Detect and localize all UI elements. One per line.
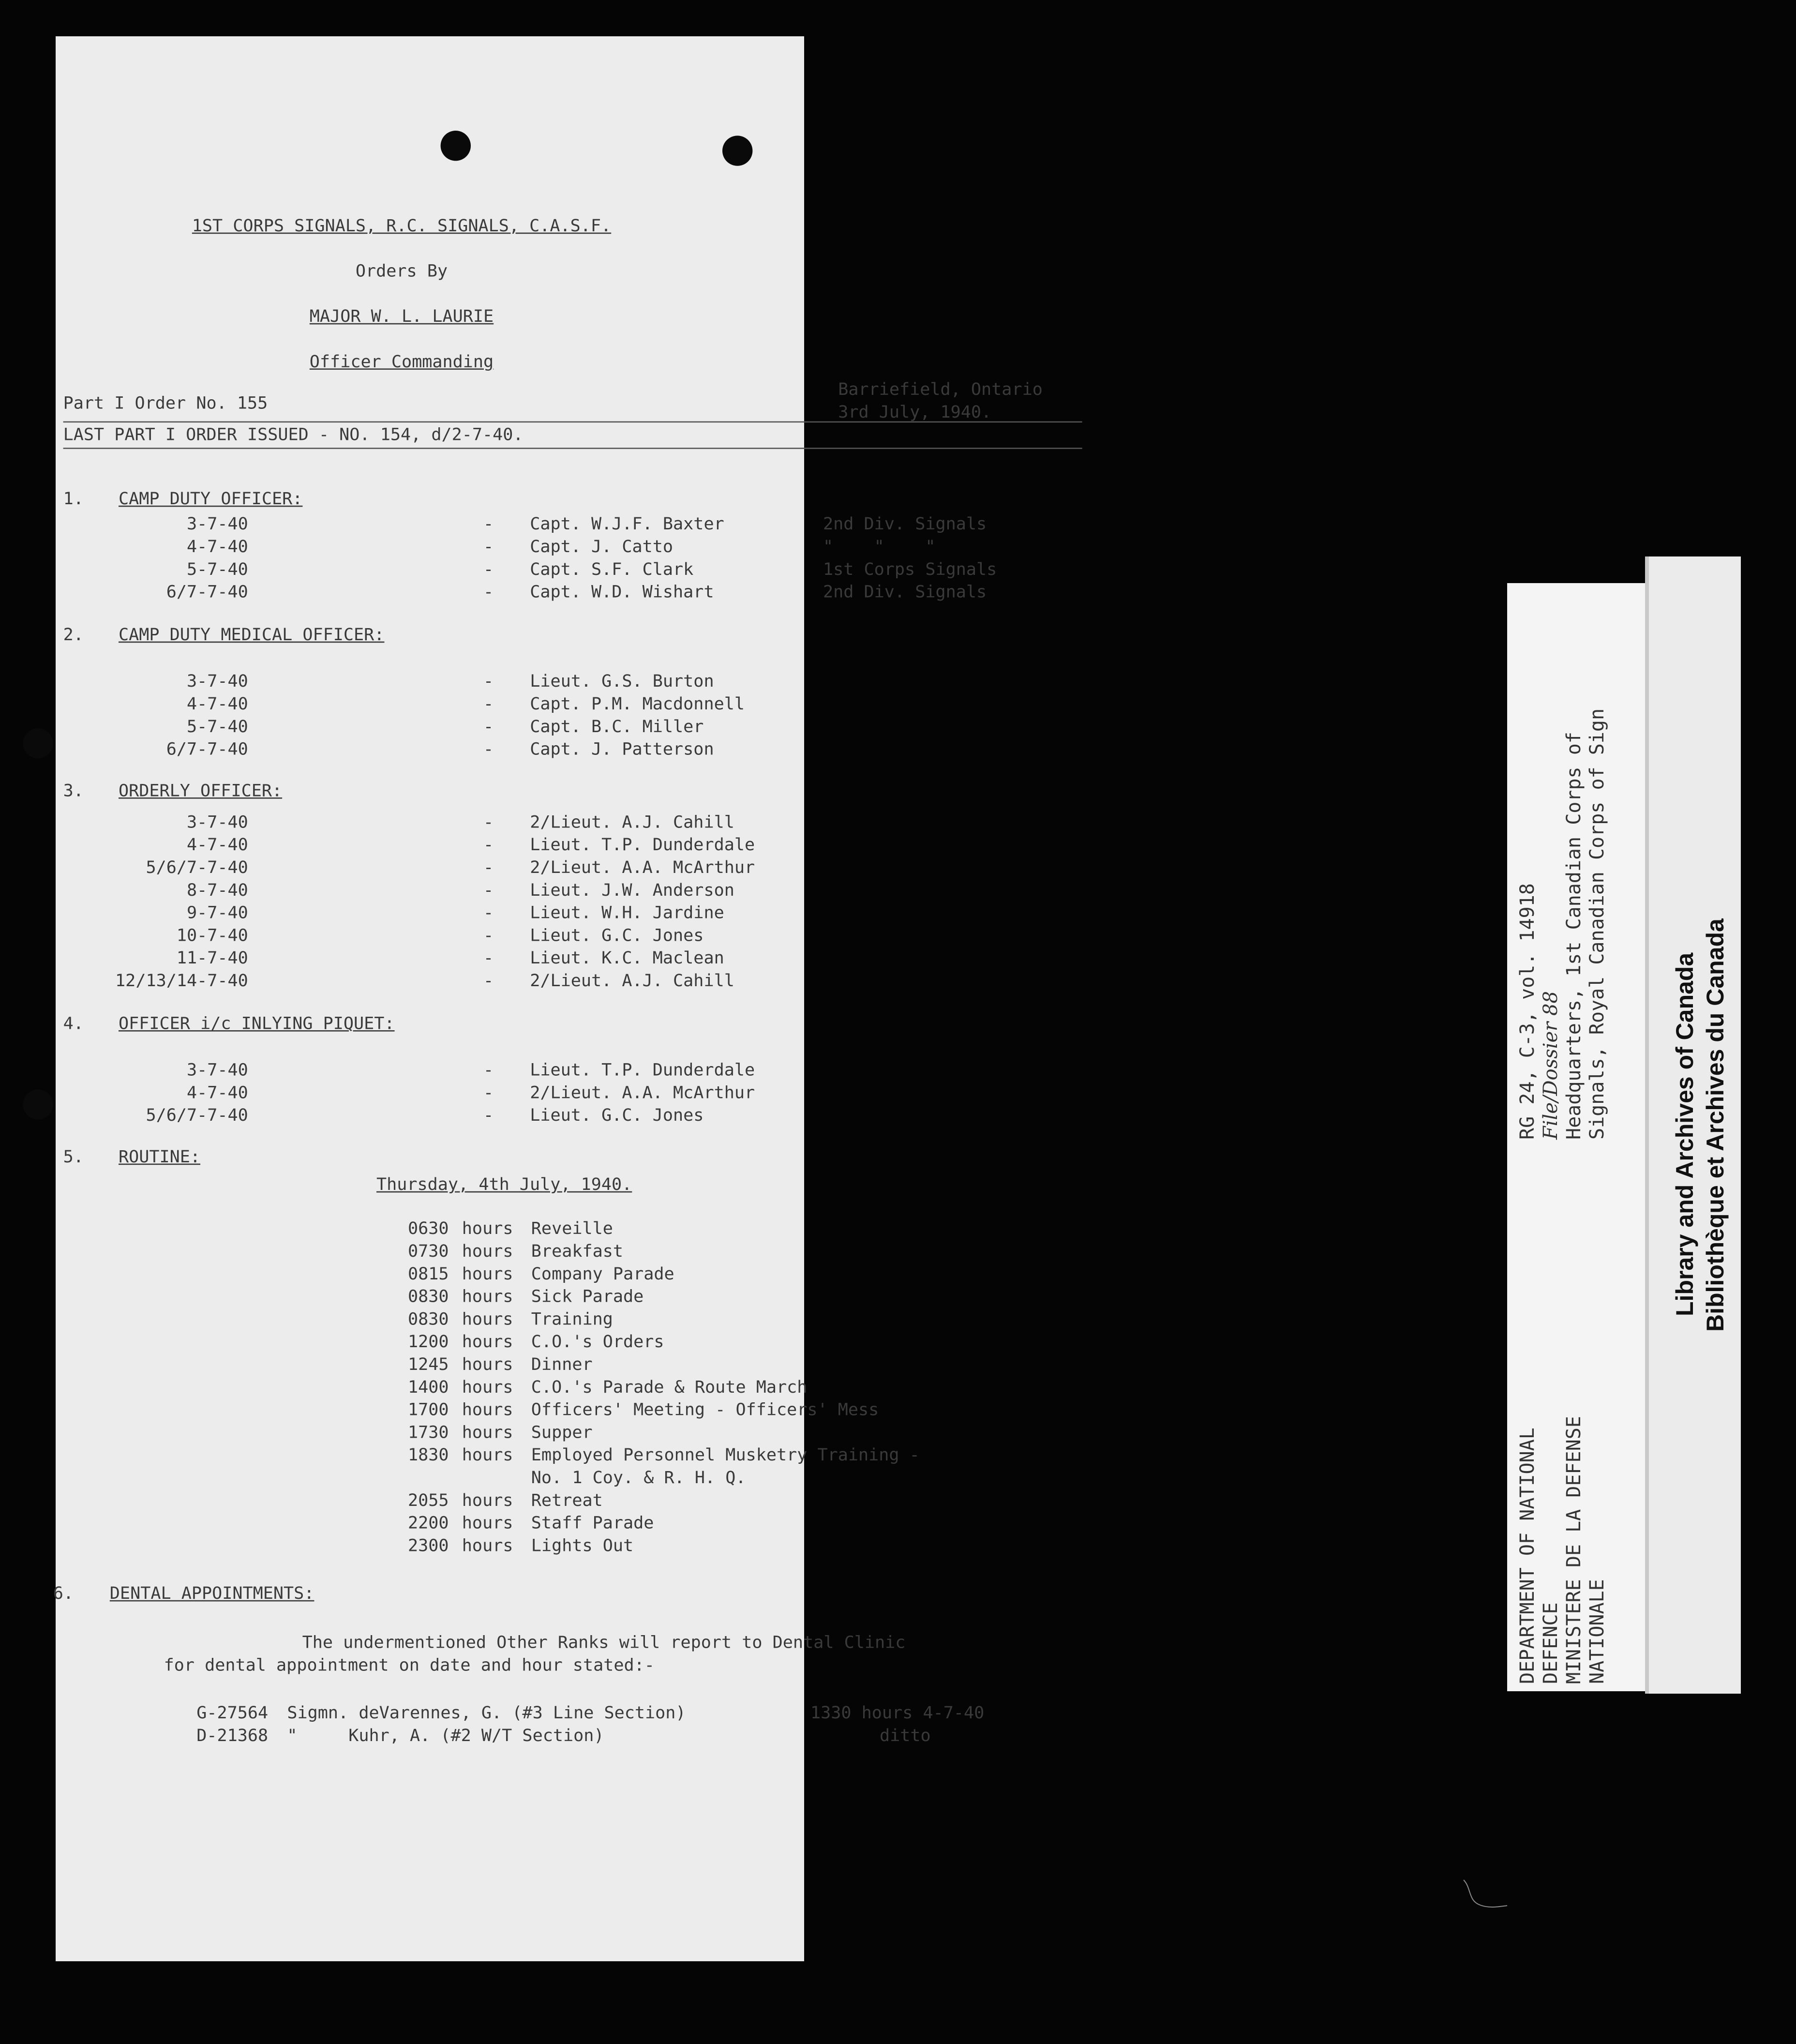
- order-date: 3rd July, 1940.: [838, 402, 992, 423]
- section-title: OFFICER i/c INLYING PIQUET:: [119, 1014, 395, 1034]
- brand-en: Library and Archives of Canada: [1671, 952, 1698, 1316]
- duty-row: 5-7-40 - Capt. S.F. Clark 1st Corps Signals: [186, 559, 997, 580]
- paper-sheet: [53, 36, 1043, 1961]
- routine-day: Thursday, 4th July, 1940.: [376, 1175, 632, 1195]
- dept-line: MINISTERE DE LA DEFENSE: [1563, 1416, 1585, 1684]
- routine-row: 1700 hours Officers' Meeting - Officers' Mess: [408, 1400, 879, 1420]
- routine-row: No. 1 Coy. & R. H. Q.: [531, 1468, 746, 1488]
- section-number: 1.: [63, 489, 84, 510]
- duty-row: 9-7-40 - Lieut. W.H. Jardine: [186, 903, 724, 923]
- duty-row: 3-7-40 - Lieut. T.P. Dunderdale: [186, 1060, 755, 1081]
- routine-row: 1245 hours Dinner: [408, 1354, 593, 1375]
- duty-row: 10-7-40 - Lieut. G.C. Jones: [176, 926, 704, 946]
- dental-row-no: D-21368: [196, 1726, 269, 1746]
- section-title: CAMP DUTY MEDICAL OFFICER:: [119, 625, 385, 646]
- dental-row-text: Sigmn. deVarennes, G. (#3 Line Section): [287, 1703, 686, 1724]
- dental-para: for dental appointment on date and hour stated:-: [164, 1655, 655, 1676]
- archive-brand-label: [1645, 556, 1741, 1694]
- header-rule: [63, 448, 1082, 449]
- stray-mark: [1461, 1878, 1510, 1911]
- punch-hole: [441, 131, 471, 161]
- unit-heading: 1ST CORPS SIGNALS, R.C. SIGNALS, C.A.S.F.: [192, 216, 612, 237]
- dept-line: NATIONALE: [1586, 1579, 1608, 1684]
- dental-row-when: 1330 hours 4-7-40: [810, 1703, 985, 1724]
- punch-hole: [23, 1089, 53, 1119]
- routine-row: 2200 hours Staff Parade: [408, 1513, 654, 1533]
- punch-hole: [722, 135, 752, 165]
- dental-para: The undermentioned Other Ranks will report to Dental Clinic: [302, 1633, 906, 1653]
- orders-by: Orders By: [355, 261, 448, 282]
- routine-row: 0630 hours Reveille: [408, 1219, 613, 1239]
- duty-row: 12/13/14-7-40 - 2/Lieut. A.J. Cahill: [115, 971, 734, 992]
- routine-row: 2300 hours Lights Out: [408, 1536, 634, 1556]
- duty-row: 3-7-40 - 2/Lieut. A.J. Cahill: [186, 812, 734, 833]
- archive-ref: RG 24, C-3, vol. 14918: [1516, 883, 1539, 1140]
- brand-fr: Bibliothèque et Archives du Canada: [1702, 918, 1729, 1332]
- archive-description: Headquarters, 1st Canadian Corps of: [1563, 732, 1585, 1140]
- archive-description: Signals, Royal Canadian Corps of Sign: [1586, 708, 1608, 1140]
- duty-row: 4-7-40 - Capt. P.M. Macdonnell: [186, 694, 745, 715]
- section-title: ROUTINE:: [119, 1147, 201, 1168]
- duty-row: 4-7-40 - Capt. J. Catto " " ": [186, 537, 936, 557]
- dept-line: DEPARTMENT OF NATIONAL: [1516, 1428, 1539, 1684]
- duty-row: 4-7-40 - Lieut. T.P. Dunderdale: [186, 835, 755, 856]
- duty-row: 3-7-40 - Capt. W.J.F. Baxter 2nd Div. Signals: [186, 514, 987, 535]
- routine-row: 1400 hours C.O.'s Parade & Route March: [408, 1377, 808, 1398]
- duty-row: 6/7-7-40 - Capt. W.D. Wishart 2nd Div. Signals: [166, 582, 987, 602]
- commander-position: Officer Commanding: [309, 352, 494, 373]
- order-place: Barriefield, Ontario: [838, 379, 1043, 400]
- section-number: 3.: [63, 781, 84, 801]
- section-title: ORDERLY OFFICER:: [119, 781, 283, 801]
- routine-row: 1830 hours Employed Personnel Musketry Training -: [408, 1445, 920, 1466]
- routine-row: 0730 hours Breakfast: [408, 1241, 624, 1262]
- dental-row-text: " Kuhr, A. (#2 W/T Section): [287, 1726, 604, 1746]
- routine-row: 1200 hours C.O.'s Orders: [408, 1332, 664, 1353]
- dept-line: DEFENCE: [1540, 1602, 1562, 1684]
- duty-row: 5/6/7-7-40 - 2/Lieut. A.A. McArthur: [146, 857, 755, 878]
- dental-row-when: ditto: [879, 1726, 931, 1746]
- duty-row: 8-7-40 - Lieut. J.W. Anderson: [186, 880, 734, 901]
- duty-row: 3-7-40 - Lieut. G.S. Burton: [186, 672, 714, 692]
- duty-row: 4-7-40 - 2/Lieut. A.A. McArthur: [186, 1083, 755, 1103]
- routine-row: 0830 hours Training: [408, 1309, 613, 1330]
- punch-hole: [23, 728, 53, 758]
- routine-row: 2055 hours Retreat: [408, 1490, 603, 1511]
- section-title: DENTAL APPOINTMENTS:: [109, 1584, 314, 1604]
- duty-row: 5/6/7-7-40 - Lieut. G.C. Jones: [146, 1106, 704, 1126]
- routine-row: 0815 hours Company Parade: [408, 1264, 674, 1285]
- order-number: Part I Order No. 155: [63, 393, 268, 414]
- dental-row-no: G-27564: [196, 1703, 269, 1724]
- section-title: CAMP DUTY OFFICER:: [119, 489, 303, 510]
- header-rule: [63, 421, 1082, 423]
- routine-row: 0830 hours Sick Parade: [408, 1287, 644, 1307]
- duty-row: 6/7-7-40 - Capt. J. Patterson: [166, 739, 714, 760]
- section-number: 5.: [63, 1147, 84, 1168]
- duty-row: 5-7-40 - Capt. B.C. Miller: [186, 717, 704, 737]
- archive-file-number: File/Dossier 88: [1540, 991, 1562, 1140]
- last-order: LAST PART I ORDER ISSUED - NO. 154, d/2-7-40.: [63, 425, 524, 445]
- routine-row: 1730 hours Supper: [408, 1423, 593, 1443]
- section-number: 2.: [63, 625, 84, 646]
- archive-reference-label: [1507, 583, 1645, 1691]
- duty-row: 11-7-40 - Lieut. K.C. Maclean: [176, 948, 724, 969]
- section-number: 6.: [53, 1584, 74, 1604]
- section-number: 4.: [63, 1014, 84, 1034]
- commander-name: MAJOR W. L. LAURIE: [309, 307, 494, 327]
